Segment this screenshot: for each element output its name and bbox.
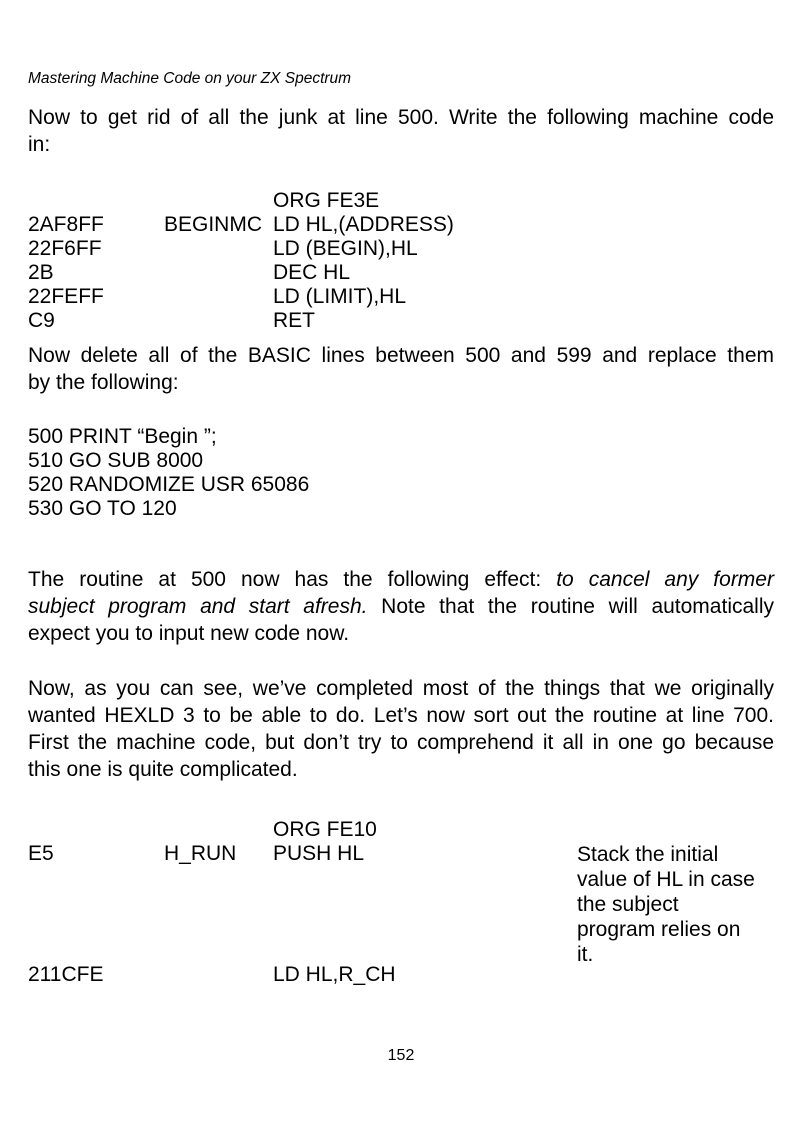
code-instruction: DEC HL	[273, 261, 351, 284]
code-instruction: LD HL,R_CH	[273, 963, 396, 986]
code-hex: E5	[28, 842, 54, 865]
delete-line-2: by the following:	[28, 371, 179, 394]
code-instruction: LD (BEGIN),HL	[273, 237, 418, 260]
basic-line: 520 RANDOMIZE USR 65086	[28, 473, 310, 496]
code-row	[28, 963, 774, 987]
now-paragraph	[28, 675, 774, 783]
effect-line-1-italic: to cancel any former	[556, 568, 774, 591]
code-instruction: RET	[273, 309, 315, 332]
now-line-4: this one is quite complicated.	[28, 758, 298, 781]
code-instruction: LD HL,(ADDRESS)	[273, 213, 454, 236]
code-hex: 211CFE	[28, 963, 104, 986]
basic-line: 530 GO TO 120	[28, 497, 177, 520]
code-hex: 2AF8FF	[28, 213, 104, 236]
now-line-1: Now, as you can see, we’ve completed most of the things that we originally	[28, 677, 774, 700]
effect-line-1	[28, 566, 774, 593]
code-hex: 22F6FF	[28, 237, 102, 260]
code-hex: C9	[28, 309, 55, 332]
code-hex: 22FEFF	[28, 285, 104, 308]
code-comment	[577, 842, 777, 967]
effect-line-3: expect you to input new code now.	[28, 622, 350, 645]
basic-listing	[28, 425, 309, 521]
code-row	[28, 213, 774, 237]
code-label: BEGINMC	[164, 213, 263, 236]
effect-paragraph	[28, 566, 774, 647]
intro-line-2: in:	[28, 133, 51, 156]
code-label: H_RUN	[164, 842, 237, 865]
effect-line-2-italic: subject program and start afresh.	[28, 595, 368, 618]
now-line-2: wanted HEXLD 3 to be able to do. Let’s now sort out the routine at line 700.	[28, 704, 774, 727]
code-row	[28, 261, 774, 285]
code-row	[28, 842, 774, 966]
book-page	[28, 0, 774, 1135]
code-row	[28, 189, 774, 213]
effect-line-2	[28, 593, 774, 620]
code-row	[28, 285, 774, 309]
basic-line: 500 PRINT “Begin ”;	[28, 425, 217, 448]
running-head: Mastering Machine Code on your ZX Spectrum	[28, 70, 352, 87]
code-row	[28, 818, 774, 842]
code-listing-1	[28, 189, 774, 333]
code-comment-line: it.	[577, 943, 594, 966]
code-comment-line: Stack the initial	[577, 843, 719, 866]
code-instruction: ORG FE10	[273, 818, 377, 841]
code-comment-line: program relies on	[577, 918, 741, 941]
code-row	[28, 237, 774, 261]
code-comment-line: value of HL in case	[577, 868, 755, 891]
delete-paragraph	[28, 342, 774, 396]
effect-line-1-text: The routine at 500 now has the following effect:	[28, 568, 557, 591]
intro-line-1: Now to get rid of all the junk at line 500. Write the following machine code	[28, 106, 774, 129]
code-instruction: ORG FE3E	[273, 189, 380, 212]
code-row	[28, 309, 774, 333]
intro-paragraph	[28, 104, 774, 158]
effect-line-2-text: Note that the routine will automatically	[367, 595, 774, 618]
code-hex: 2B	[28, 261, 54, 284]
now-line-3: First the machine code, but don’t try to comprehend it all in one go because	[28, 731, 774, 754]
code-listing-2	[28, 818, 774, 987]
delete-line-1: Now delete all of the BASIC lines between 500 and 599 and replace them	[28, 344, 774, 367]
code-comment-line: the subject	[577, 893, 679, 916]
basic-line: 510 GO SUB 8000	[28, 449, 204, 472]
code-instruction: PUSH HL	[273, 842, 365, 865]
code-instruction: LD (LIMIT),HL	[273, 285, 407, 308]
page-number: 152	[387, 1047, 415, 1064]
